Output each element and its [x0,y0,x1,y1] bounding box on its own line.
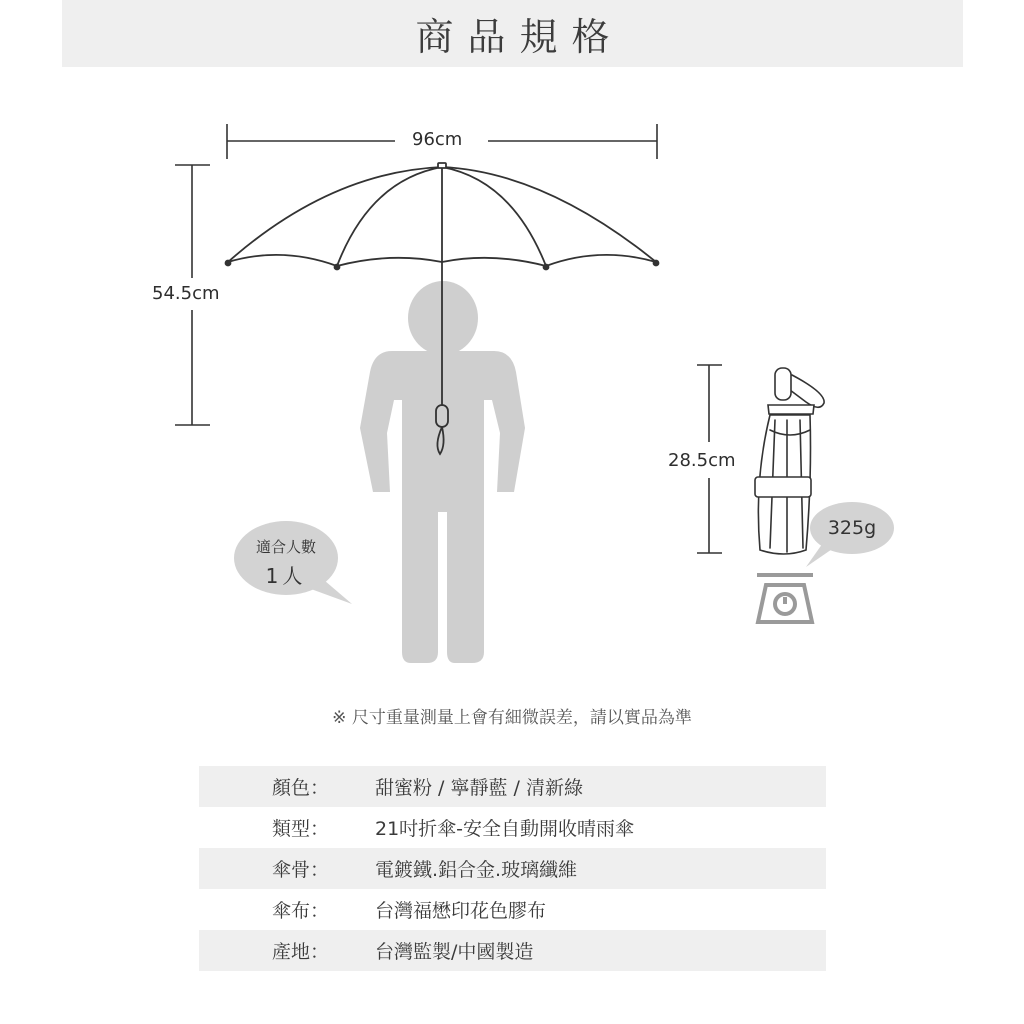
capacity-title: 適合人數 [255,538,316,556]
capacity-value: 1人 [265,564,307,588]
spec-label: 傘布： [272,900,330,922]
spec-row-origin [199,930,826,971]
spec-row-frame [199,848,826,889]
spec-label: 傘骨： [272,859,330,881]
spec-value: 電鍍鐵.鋁合金.玻璃纖維 [375,859,578,881]
scale-icon [757,575,813,622]
weight-label: 325g [827,517,877,539]
spec-label: 產地： [272,941,330,963]
spec-label: 類型： [272,818,330,840]
spec-row-type [199,807,826,848]
spec-table [199,766,826,971]
measurement-note: ※ 尺寸重量測量上會有細微誤差，請以實品為準 [332,708,692,728]
spec-value: 甜蜜粉 / 寧靜藍 / 清新綠 [375,777,583,799]
width-label: 96cm [412,129,463,150]
folded-height-label: 28.5cm [668,450,736,471]
spec-label: 顏色： [272,777,330,799]
capacity-label [238,536,334,589]
spec-row-color [199,766,826,807]
spec-value: 21吋折傘-安全自動開收晴雨傘 [375,818,635,840]
spec-value: 台灣監製/中國製造 [375,941,534,963]
spec-value: 台灣福懋印花色膠布 [375,900,547,922]
height-label: 54.5cm [152,283,220,304]
spec-row-fabric [199,889,826,930]
page-title: 商品規格 [415,15,624,59]
